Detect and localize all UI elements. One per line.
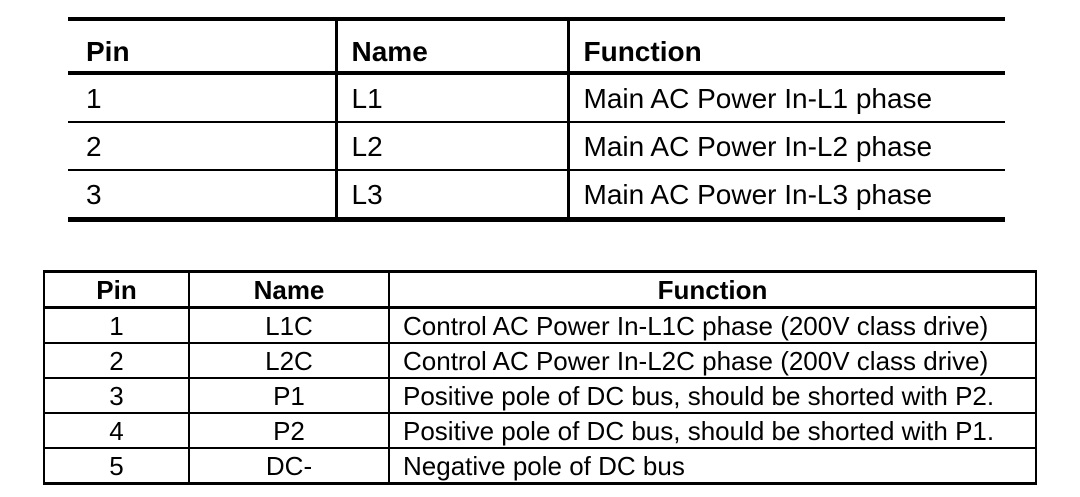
table-row — [68, 170, 1005, 220]
cell-name: L2 — [336, 122, 568, 170]
column-header-function: Function — [568, 19, 1005, 73]
table-row — [44, 413, 1036, 448]
cell-function: Main AC Power In-L2 phase — [568, 122, 1005, 170]
cell-function: Control AC Power In-L1C phase (200V class drive) — [389, 308, 1036, 344]
cell-pin: 2 — [68, 122, 336, 170]
column-header-name: Name — [189, 272, 389, 308]
cell-pin: 5 — [44, 448, 189, 484]
table-row — [68, 73, 1005, 122]
table-header-row — [68, 19, 1005, 73]
table-header-row — [44, 272, 1036, 308]
cell-function: Main AC Power In-L1 phase — [568, 73, 1005, 122]
control-power-pin-table — [43, 270, 1037, 485]
cell-pin: 3 — [68, 170, 336, 220]
cell-name: L1 — [336, 73, 568, 122]
cell-name: DC- — [189, 448, 389, 484]
column-header-pin: Pin — [68, 19, 336, 73]
table-row — [68, 122, 1005, 170]
cell-name: L3 — [336, 170, 568, 220]
cell-name: L1C — [189, 308, 389, 344]
table-row — [44, 308, 1036, 344]
cell-function: Negative pole of DC bus — [389, 448, 1036, 484]
cell-pin: 1 — [68, 73, 336, 122]
column-header-name: Name — [336, 19, 568, 73]
column-header-pin: Pin — [44, 272, 189, 308]
table-row — [44, 448, 1036, 484]
cell-function: Positive pole of DC bus, should be shorted with P1. — [389, 413, 1036, 448]
table-row — [44, 378, 1036, 413]
cell-pin: 3 — [44, 378, 189, 413]
main-power-pin-table — [68, 17, 1005, 222]
cell-name: P1 — [189, 378, 389, 413]
cell-pin: 1 — [44, 308, 189, 344]
column-header-function: Function — [389, 272, 1036, 308]
table-row — [44, 343, 1036, 378]
cell-function: Main AC Power In-L3 phase — [568, 170, 1005, 220]
cell-function: Control AC Power In-L2C phase (200V class drive) — [389, 343, 1036, 378]
cell-pin: 4 — [44, 413, 189, 448]
cell-function: Positive pole of DC bus, should be shorted with P2. — [389, 378, 1036, 413]
cell-pin: 2 — [44, 343, 189, 378]
cell-name: L2C — [189, 343, 389, 378]
cell-name: P2 — [189, 413, 389, 448]
